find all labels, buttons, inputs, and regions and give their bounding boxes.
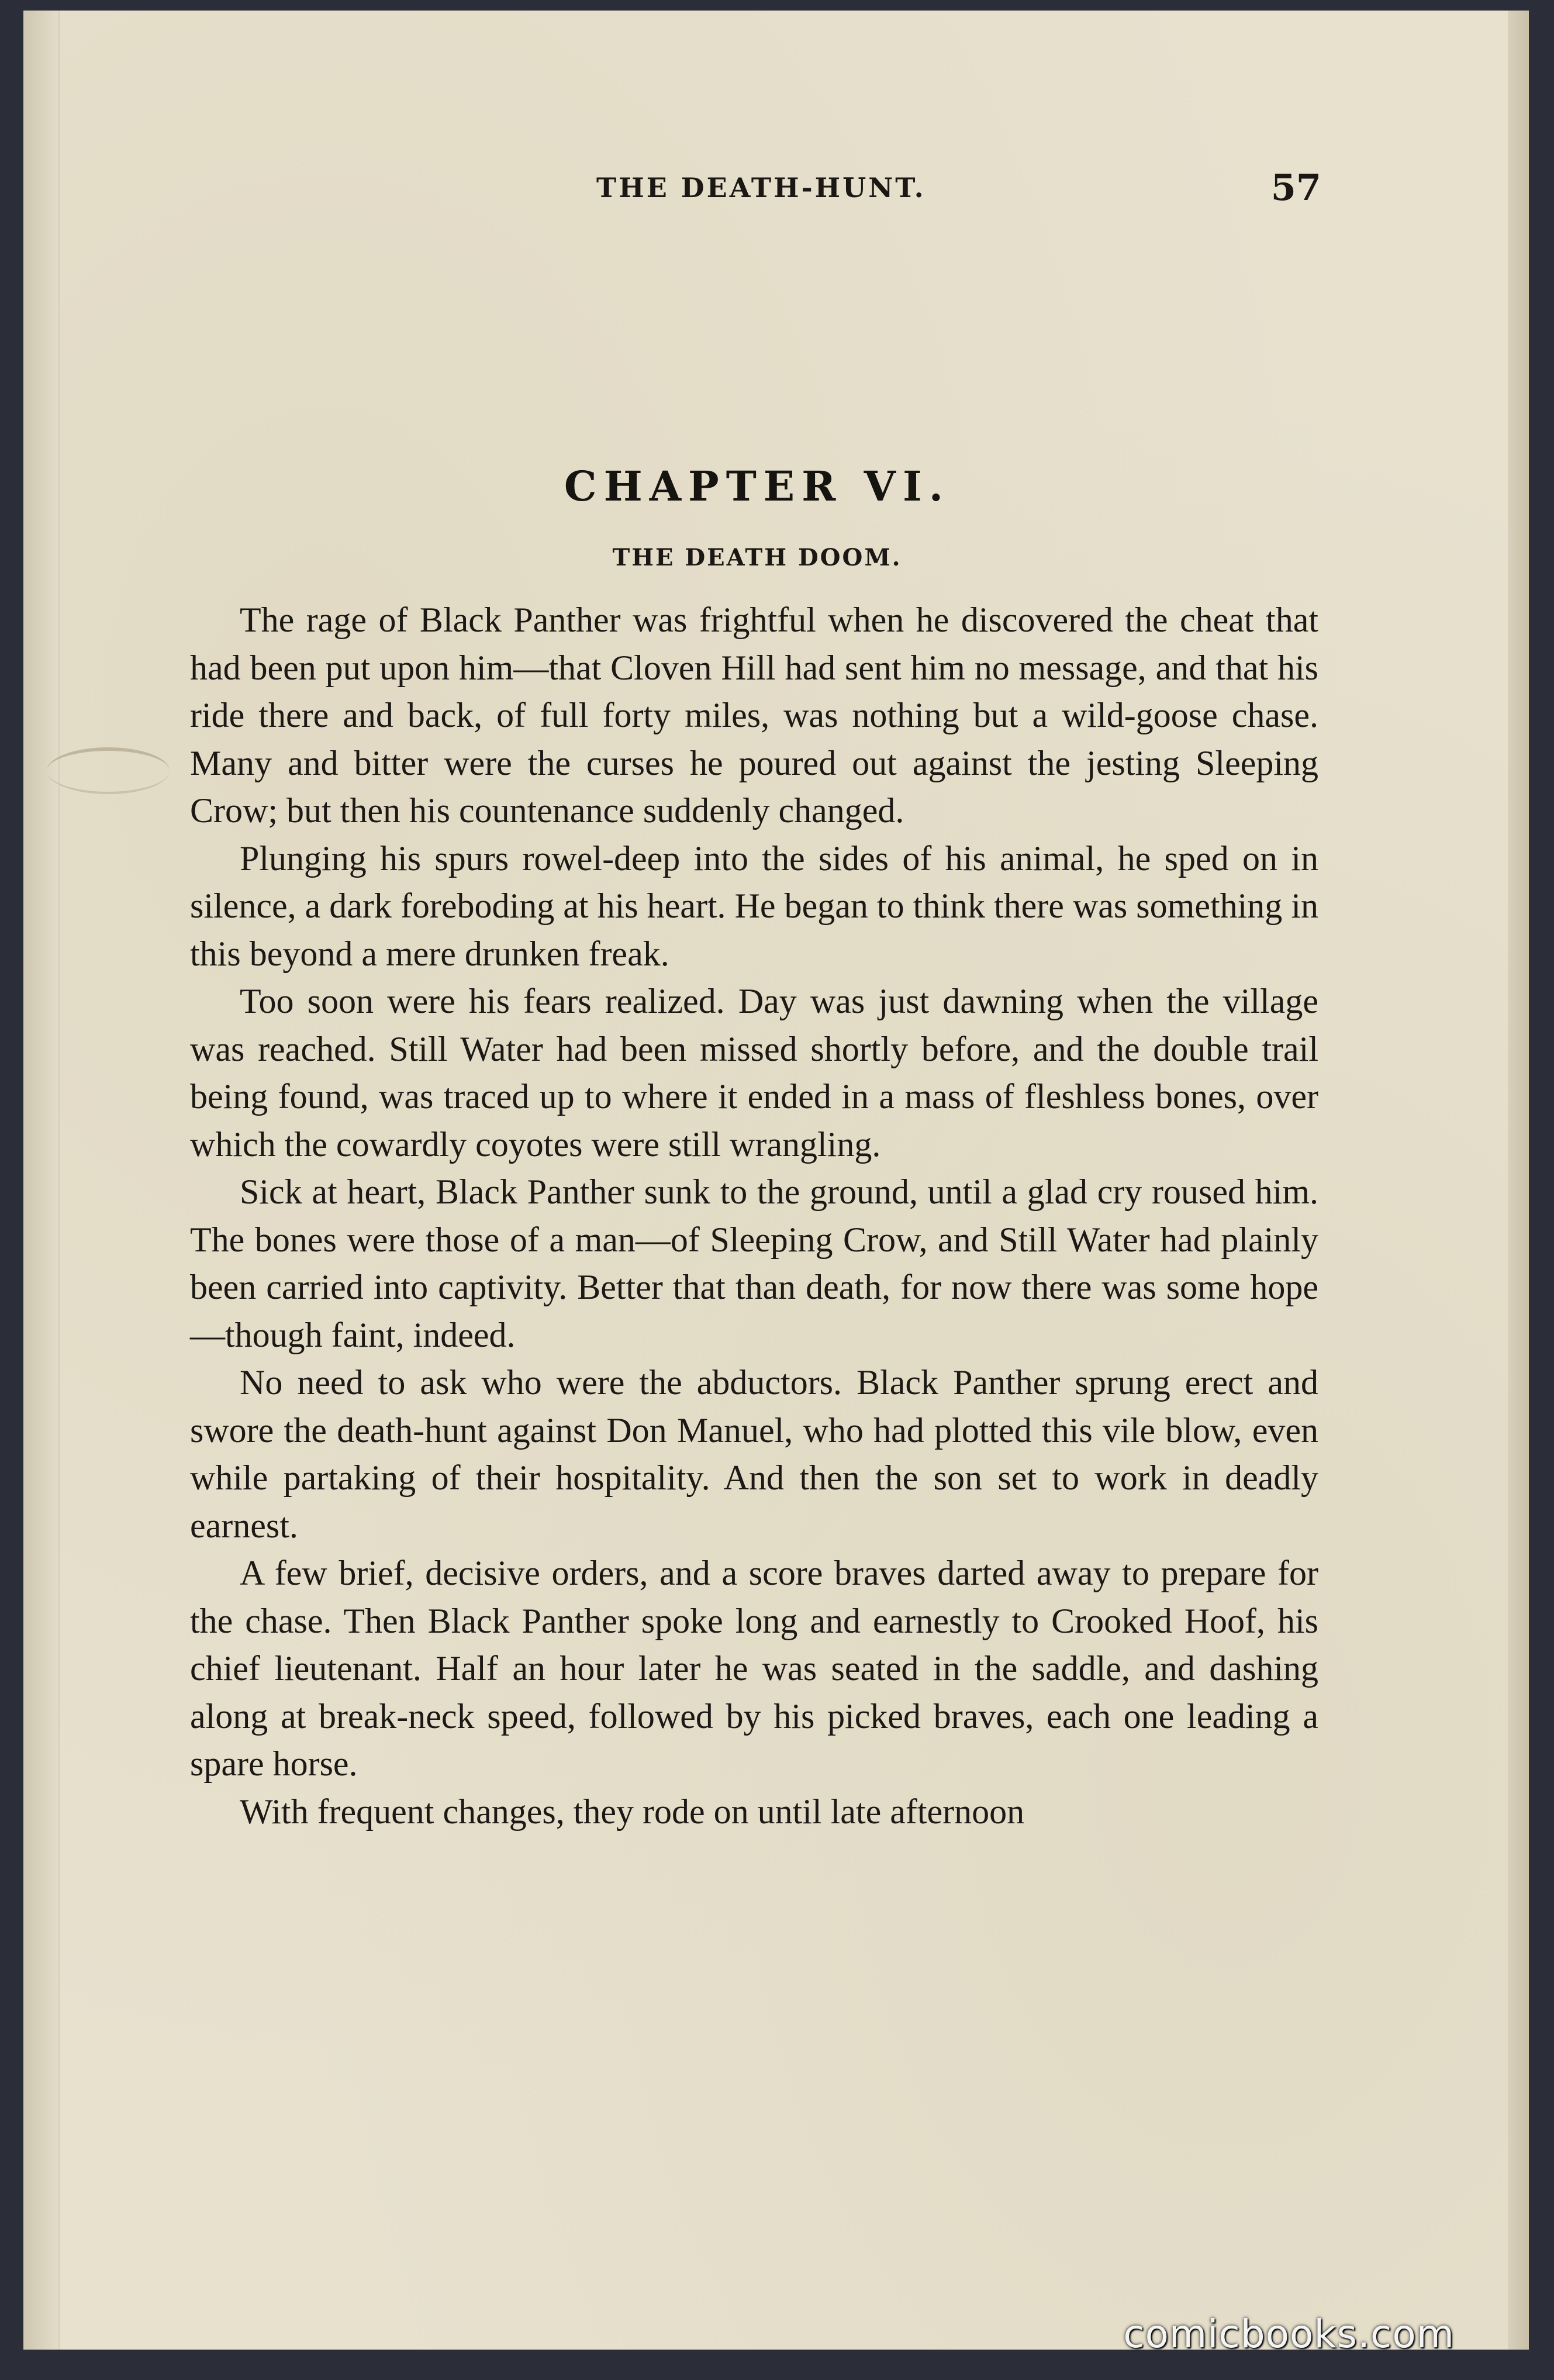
body-text — [190, 596, 1318, 1836]
page-gutter — [23, 11, 60, 2350]
paragraph: A few brief, decisive orders, and a score braves darted away to prepare for the chase. Then Black Panther spoke long and earnestly to Crooked Hoof, his chief lieutenant. Half an hour later he was seated in the saddle, and dashing along at break-neck speed, followed by his picked braves, each one leading a spare horse. — [190, 1554, 1318, 1783]
paragraph: With frequent changes, they rode on until late afternoon — [240, 1792, 1025, 1831]
page-number: 57 — [1270, 166, 1321, 209]
paragraph: Too soon were his fears realized. Day was just dawning when the village was reached. Still Water had been missed shortly before, and the double trail being found, was traced up to where it ended in a mass of fleshless bones, over which the cowardly coyotes were still wrangling. — [190, 982, 1318, 1164]
binding-thread — [47, 747, 170, 794]
page-edge — [1508, 11, 1529, 2350]
page-header — [193, 164, 1321, 211]
chapter-subtitle: THE DEATH DOOM. — [612, 544, 902, 571]
paragraph: No need to ask who were the abductors. Black Panther sprung erect and swore the death-hunt against Don Manuel, who had plotted this vile blow, even while partaking of their hospitality. And then the son set to work in deadly earnest. — [190, 1363, 1318, 1545]
paragraph: Sick at heart, Black Panther sunk to the ground, until a glad cry roused him. The bones were those of a man—of Sleeping Crow, and Still Water had plainly been carried into captivity. Better that than death, for now there was some hope—though faint, indeed. — [190, 1172, 1318, 1354]
paragraph: The rage of Black Panther was frightful when he discovered the cheat that had been put upon him—that Cloven Hill had sent him no message, and that his ride there and back, of full forty miles, was nothing but a wild-goose chase. Many and bitter were the curses he poured out against the jesting Sleeping Crow; but then his countenance suddenly changed. — [190, 601, 1318, 830]
running-head: THE DEATH-HUNT. — [596, 172, 926, 203]
chapter-title: CHAPTER VI. — [564, 462, 951, 511]
paragraph: Plunging his spurs rowel-deep into the sides of his animal, he sped on in silence, a dark foreboding at his heart. He began to think there was something in this beyond a mere drunken freak. — [190, 839, 1318, 973]
watermark: comicbooks.com — [1123, 2312, 1455, 2357]
